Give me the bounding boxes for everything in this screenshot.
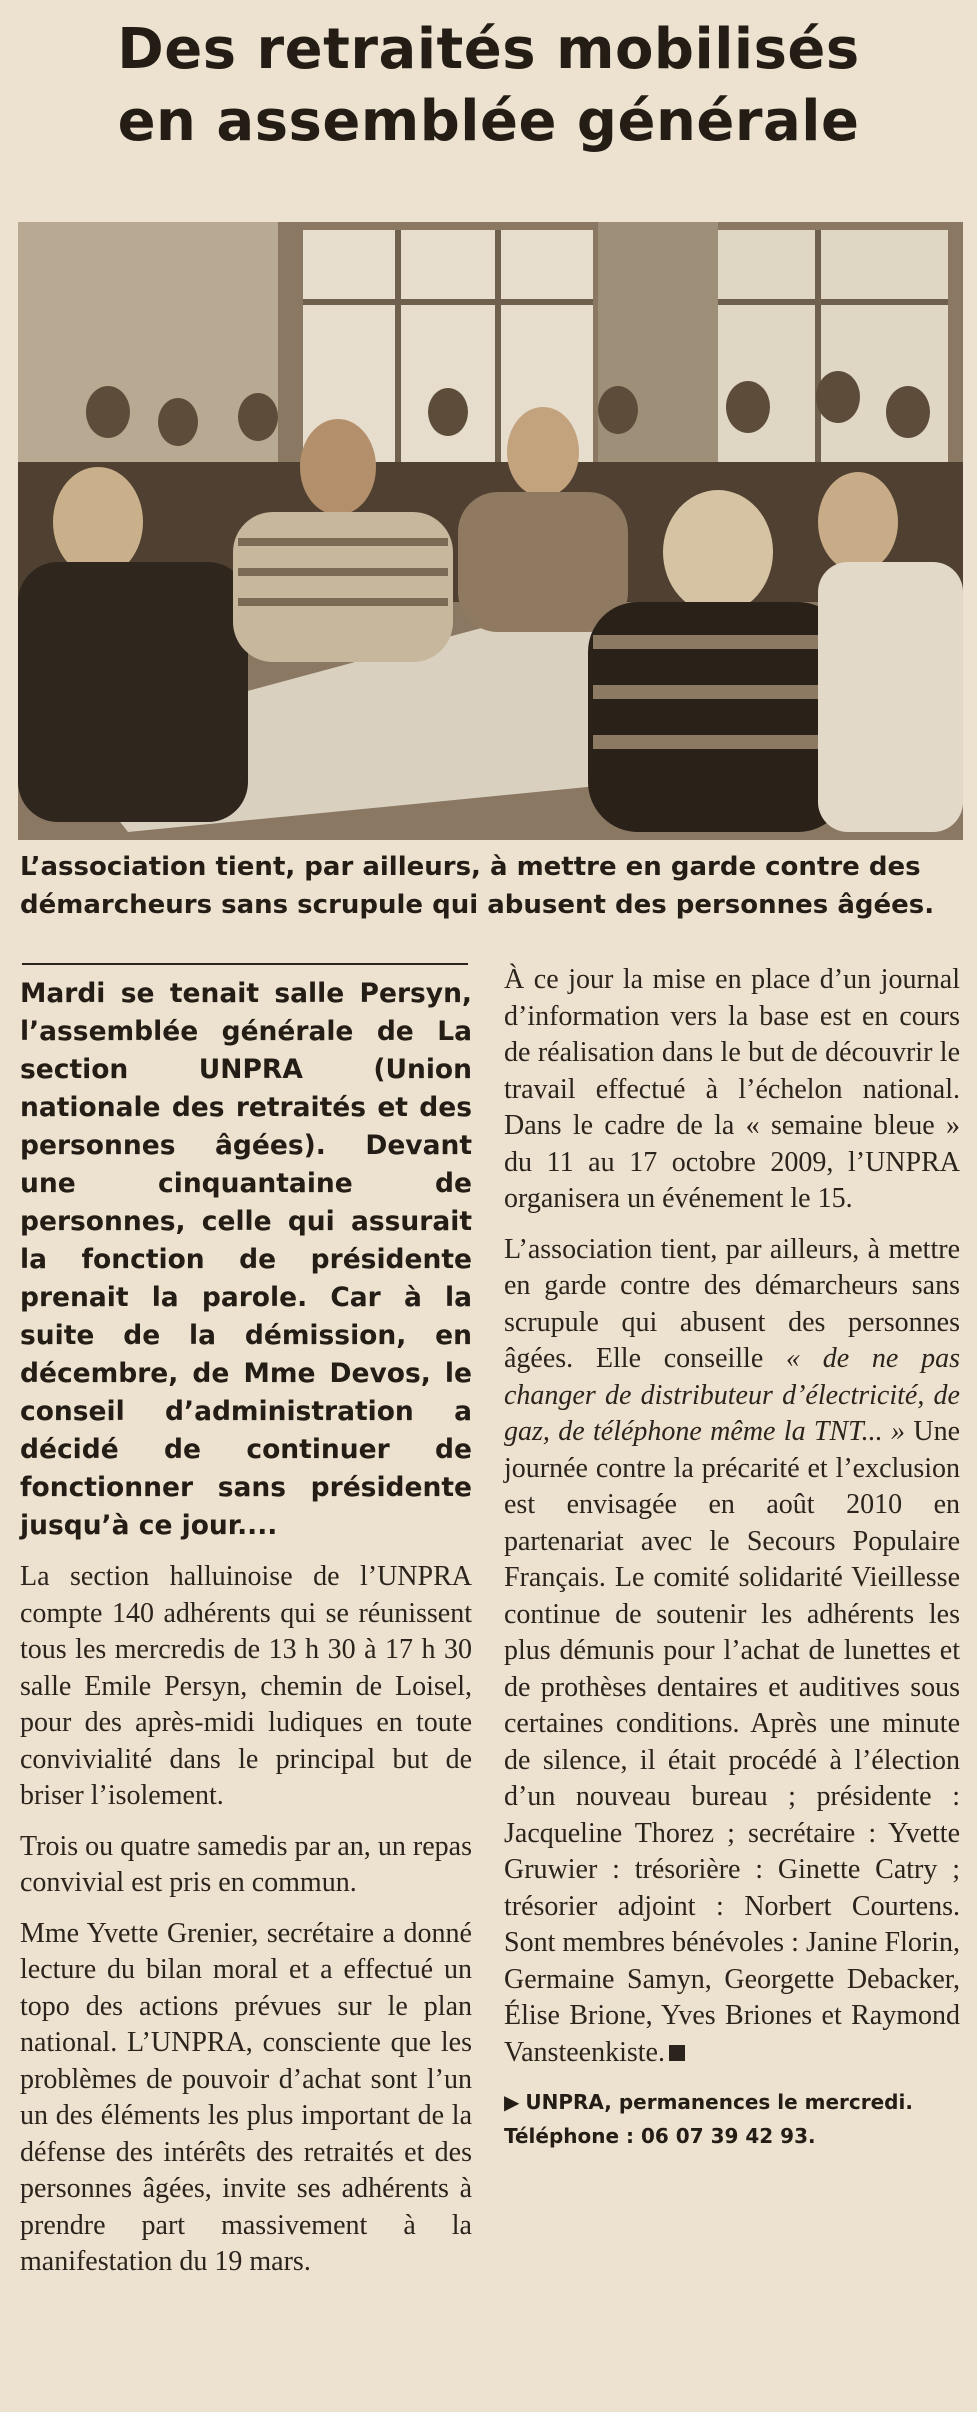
headline-line-2: en assemblée générale: [117, 89, 860, 154]
paragraph-3: Mme Yvette Grenier, secrétaire a donné lecture du bilan moral et a effectué un topo des actions prévues sur le plan national. L’UNPRA, consciente que les problèmes de pouvoir d’achat sont l’un un des éléments les plus important de la défense des intérêts des retraités et des personnes âgées, invite ses adhérents à prendre part massivement à la manifestation du 19 mars.: [20, 1917, 472, 2277]
article-headline: [0, 14, 977, 158]
lead-divider: [22, 963, 468, 965]
paragraph-5: [504, 1232, 960, 2072]
paragraph-5-quote: « de ne pas changer de distributeur d’électricité, de gaz, de téléphone même la TNT... »: [504, 1343, 960, 1447]
article-photo: [18, 222, 963, 840]
photo-caption: L’association tient, par ailleurs, à mettre en garde contre des démarcheurs sans scrupule qui abusent des personnes âgées.: [20, 852, 935, 920]
paragraph-1: La section halluinoise de l’UNPRA compte 140 adhérents qui se réunissent tous les mercredis de 13 h 30 à 17 h 30 salle Emile Persyn, chemin de Loisel, pour des après-midi ludiques en toute convivialité dans le principal but de briser l’isolement.: [20, 1561, 472, 1811]
left-column: [20, 975, 472, 2295]
paragraph-5-start: L’association tient, par ailleurs, à mettre en garde contre des démarcheurs sans scrupule qui abusent des personnes âgées. Elle conseille: [504, 1233, 960, 1374]
headline-line-1: Des retraités mobilisés: [117, 17, 860, 82]
right-column: [504, 962, 960, 2153]
arrow-right-icon: ▶: [504, 2090, 520, 2114]
article-lead: Mardi se tenait salle Persyn, l’assemblée générale de La section UNPRA (Union nationale des retraités et des personnes âgées). Devant une cinquantaine de personnes, celle qui assurait la fonction de présidente prenait la parole. Car à la suite de la démission, en décembre, de Mme Devos, le conseil d’administration a décidé de continuer de fonctionner sans présidente jusqu’à ce jour....: [20, 978, 472, 1541]
contact-line-1: UNPRA, permanences le mercredi.: [525, 2090, 913, 2114]
paragraph-5-end: Une journée contre la précarité et l’exclusion est envisagée en août 2010 en partenariat avec le Secours Populaire Français. Le comité solidarité Vieillesse continue de soutenir les adhérents les plus démunis pour l’achat de lunettes et de prothèses dentaires et auditives sous certaines conditions. Après une minute de silence, il était procédé à l’élection d’un nouveau bureau ; présidente : Jacqueline Thorez ; secrétaire : Yvette Gruwier : trésorière : Ginette Catry ; trésorier adjoint : Norbert Courtens. Sont membres bénévoles : Janine Florin, Germaine Samyn, Georgette Debacker, Élise Brione, Yves Briones et Raymond Vansteenkiste.: [504, 1416, 961, 2068]
paragraph-4: À ce jour la mise en place d’un journal d’information vers la base est en cours de réalisation dans le but de découvrir le travail effectué à l’échelon national. Dans le cadre de la « semaine bleue » du 11 au 17 octobre 2009, l’UNPRA organisera un événement le 15.: [504, 964, 960, 1214]
end-mark-icon: [669, 2045, 685, 2061]
contact-line-2: Téléphone : 06 07 39 42 93.: [504, 2124, 816, 2148]
contact-info: [504, 2085, 960, 2153]
paragraph-2: Trois ou quatre samedis par an, un repas convivial est pris en commun.: [20, 1830, 472, 1898]
